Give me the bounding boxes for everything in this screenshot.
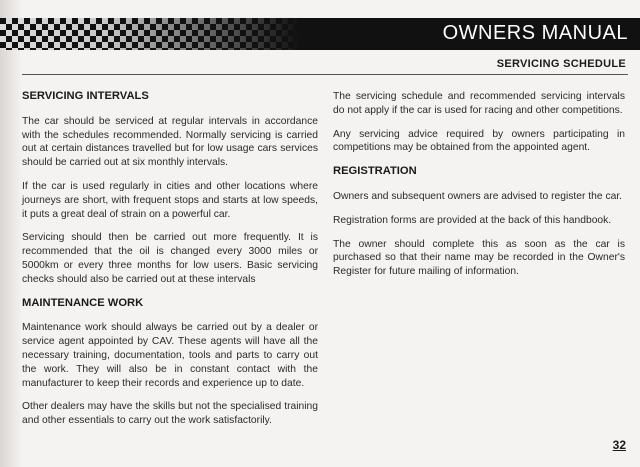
registration-paragraph: Registration forms are provided at the back of this handbook. (333, 214, 612, 226)
registration-heading: REGISTRATION (333, 165, 417, 178)
header-divider (22, 74, 628, 75)
checkered-flag-pattern (0, 18, 300, 50)
maintenance-paragraph: Maintenance work should always be carried out by a dealer or service agent appointed by CAV. These agents will have all the necessary training, documentation, tools and parts to carry out the work. They will also be in constant contact with the manufacturer to keep their records and experience up to date. (22, 322, 318, 389)
header-banner (0, 18, 640, 50)
registration-paragraph: The owner should complete this as soon as the car is purchased so that their name may be recorded in the Owner's Register for future mailing of information. (333, 238, 625, 278)
servicing-paragraph: If the car is used regularly in cities and other locations where journeys are short, with frequent stops and starts at low speeds, it puts a great deal of strain on a powerful car. (22, 180, 318, 220)
competition-paragraph: The servicing schedule and recommended servicing intervals do not apply if the car is used for racing and other competitions. (333, 91, 625, 116)
servicing-paragraph: Servicing should then be carried out more frequently. It is recommended that the oil is changed every 3000 miles or 5000km or every three months for low users. Basic servicing checks should also be carried out at these intervals (22, 232, 318, 285)
section-title: SERVICING SCHEDULE (496, 58, 626, 70)
page-number: 32 (612, 438, 626, 452)
page-gutter-shadow (0, 0, 22, 467)
manual-title: OWNERS MANUAL (442, 22, 628, 44)
maintenance-paragraph: Other dealers may have the skills but not the specialised training and other essentials to carry out the work satisfactorily. (22, 401, 318, 427)
right-column (333, 90, 625, 289)
servicing-intervals-heading: SERVICING INTERVALS (22, 90, 149, 102)
registration-paragraph: Owners and subsequent owners are advised to register the car. (333, 190, 623, 202)
competition-paragraph: Any servicing advice required by owners participating in competitions may be obtained from the appointed agent. (333, 128, 625, 154)
maintenance-work-heading: MAINTENANCE WORK (22, 296, 144, 309)
servicing-paragraph: The car should be serviced at regular intervals in accordance with the schedules recommended. Normally servicing is carried out at certain distances travelled but for low usage cars services should be carried out at six monthly intervals. (22, 115, 318, 169)
left-column (22, 90, 318, 438)
